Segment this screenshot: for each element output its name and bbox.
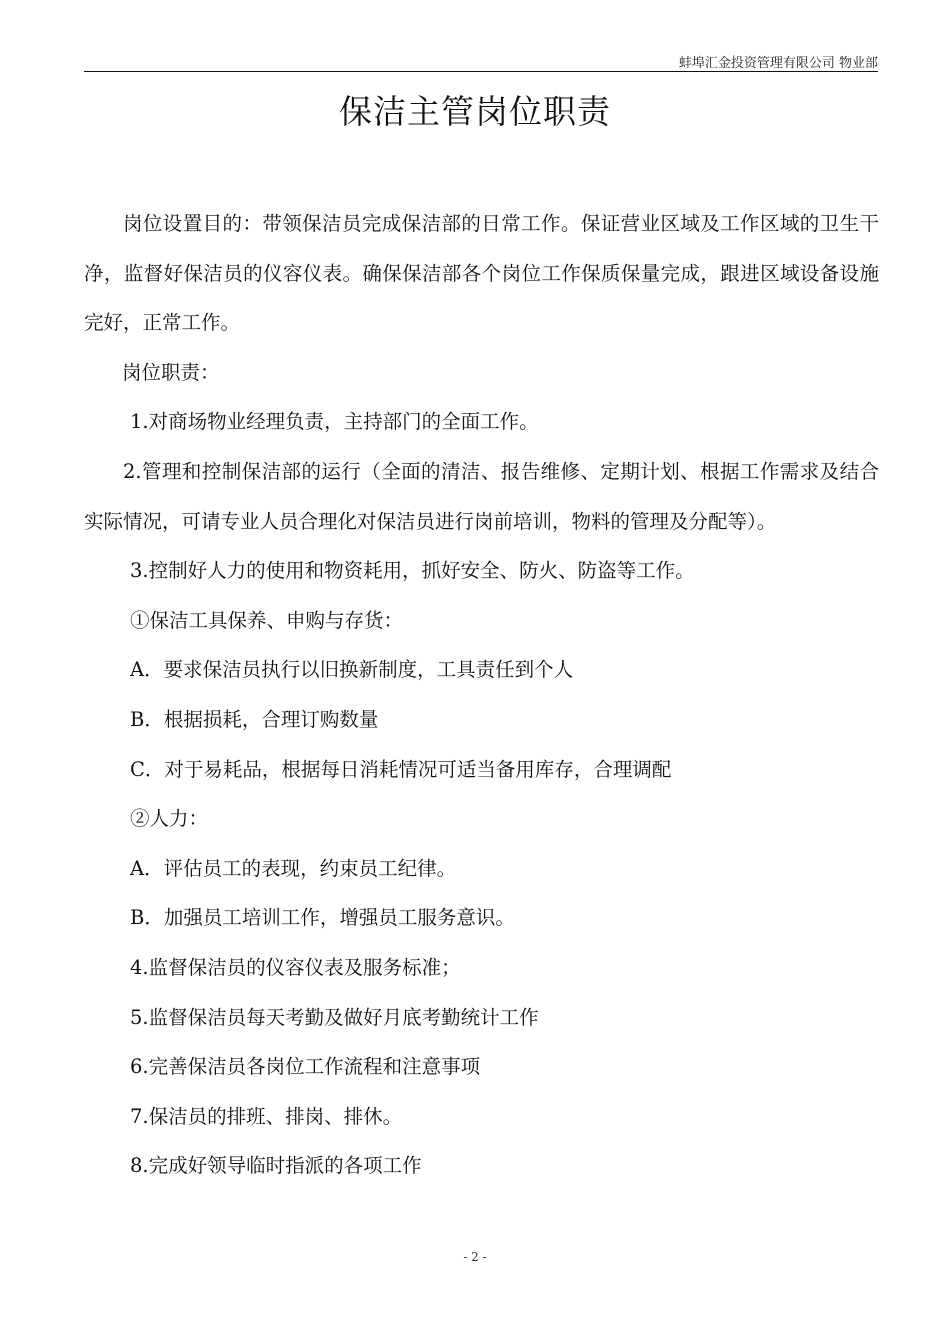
- duty-item-1: 1.对商场物业经理负责，主持部门的全面工作。: [130, 410, 539, 434]
- duty-item-6: 6.完善保洁员各岗位工作流程和注意事项: [130, 1055, 481, 1079]
- manpower-subheading: ②人力：: [130, 807, 209, 831]
- duty-item-3: 3.控制好人力的使用和物资耗用，抓好安全、防火、防盗等工作。: [130, 559, 695, 583]
- duty-item-4: 4.监督保洁员的仪容仪表及服务标准；: [130, 955, 461, 979]
- purpose-paragraph: 岗位设置目的：带领保洁员完成保洁部的日常工作。保证营业区域及工作区域的卫生干净，监督好保洁员的仪容仪表。确保保洁部各个岗位工作保质保量完成，跟进区域设备设施完好，正常工作。: [84, 212, 879, 335]
- tools-item-b: B．根据损耗，合理订购数量: [130, 707, 379, 731]
- manpower-item-b: B．加强员工培训工作，增强员工服务意识。: [130, 906, 515, 930]
- duty-item-5: 5.监督保洁员每天考勤及做好月底考勤统计工作: [130, 1005, 539, 1029]
- tools-subheading: ①保洁工具保养、申购与存货：: [130, 608, 404, 632]
- duty-item-2: 2.管理和控制保洁部的运行（全面的清洁、报告维修、定期计划、根据工作需求及结合实际情况，可请专业人员合理化对保洁员进行岗前培训，物料的管理及分配等）。: [84, 459, 879, 533]
- page-number: - 2 -: [463, 1250, 487, 1264]
- header-company: 蚌埠汇金投资管理有限公司 物业部: [678, 56, 878, 71]
- header-divider: [84, 71, 878, 72]
- document-body: [84, 199, 879, 1191]
- tools-item-a: A．要求保洁员执行以旧换新制度，工具责任到个人: [130, 658, 574, 682]
- duties-heading: 岗位职责：: [122, 360, 220, 384]
- manpower-item-a: A．评估员工的表现，约束员工纪律。: [130, 856, 457, 880]
- tools-item-c: C．对于易耗品，根据每日消耗情况可适当备用库存，合理调配: [130, 757, 672, 781]
- duty-item-8: 8.完成好领导临时指派的各项工作: [130, 1154, 422, 1178]
- document-title: 保洁主管岗位职责: [339, 92, 611, 131]
- duty-item-7: 7.保洁员的排班、排岗、排休。: [130, 1104, 403, 1128]
